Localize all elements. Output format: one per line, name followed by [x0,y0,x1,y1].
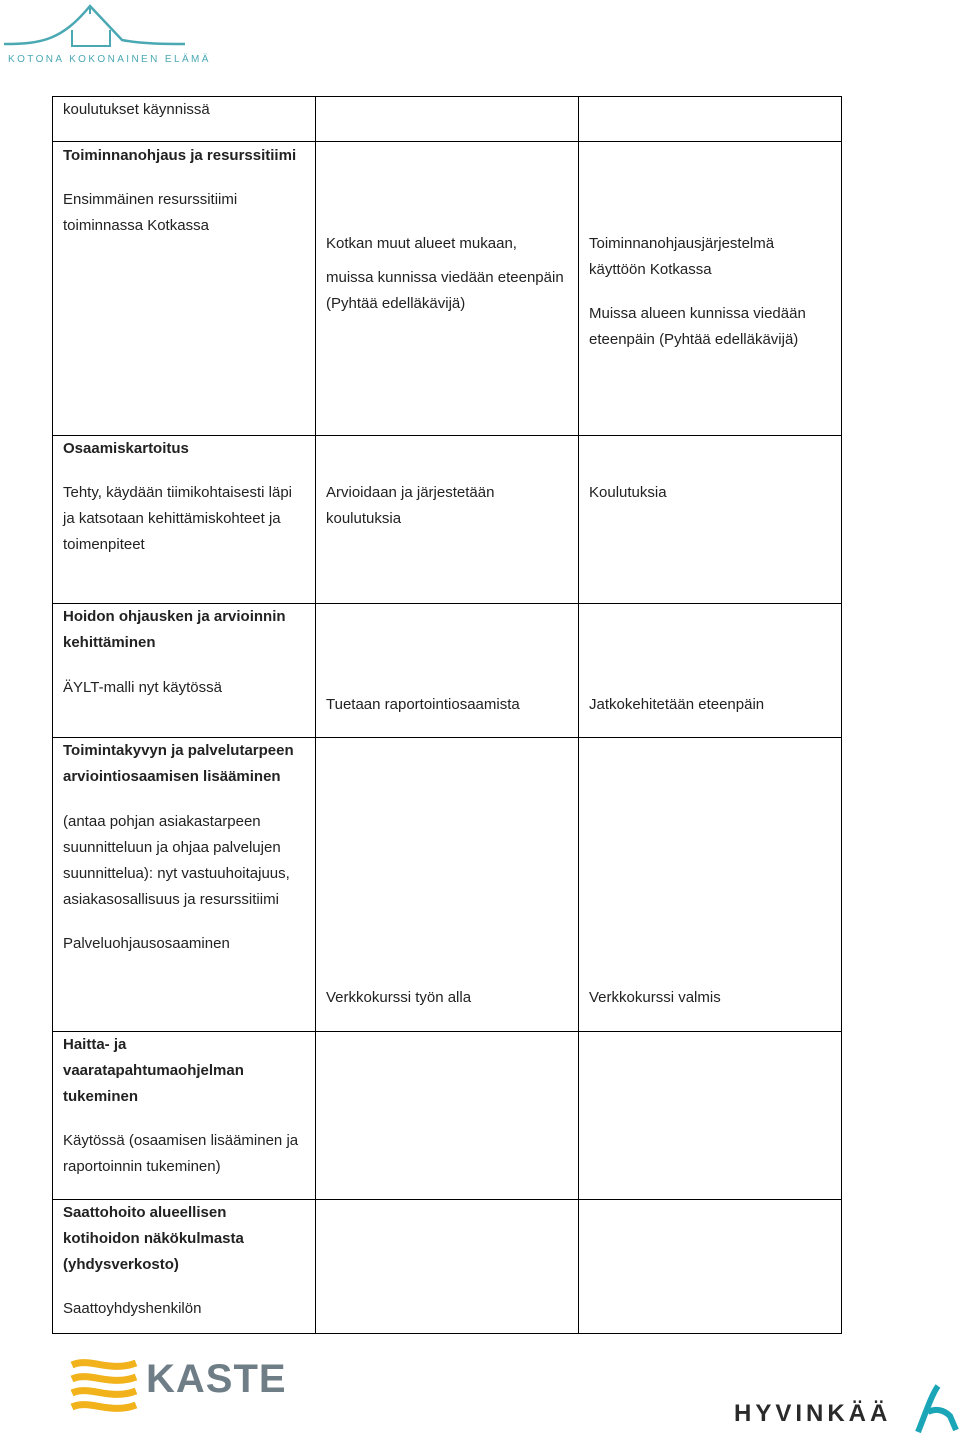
table-cell [53,1200,316,1334]
kaste-wordmark: KASTE [146,1357,287,1401]
cell-heading: Toimintakyvyn ja palvelutarpeen arviointiosaamisen lisääminen [63,742,294,785]
cell-text: Tuetaan raportointiosaamista [326,696,520,713]
table-cell [579,1032,842,1200]
table-cell [316,436,579,604]
hyvinkaa-logo [734,1382,960,1436]
table-cell [316,604,579,738]
kaste-waves-icon [70,1355,140,1421]
table-cell [579,604,842,738]
table-row [53,1200,842,1334]
cell-text: Tehty, käydään tiimikohtaisesti läpi ja katsotaan kehittämiskohteet ja toimenpiteet [63,484,292,553]
cell-text: Verkkokurssi valmis [589,989,721,1006]
cell-text: Palveluohjausosaaminen [63,935,230,952]
table-cell [579,97,842,142]
cell-heading: Haitta- ja vaaratapahtumaohjelman tukeminen [63,1036,244,1105]
cell-heading: Toiminnanohjaus ja resurssitiimi [63,147,297,164]
cell-text: Toiminnanohjausjärjestelmä käyttöön Kotkassa [589,235,775,278]
cell-text: koulutukset käynnissä [63,101,210,118]
table-row [53,1032,842,1200]
cell-heading: Osaamiskartoitus [63,440,189,457]
table-cell [53,97,316,142]
hyvinkaa-wordmark: HYVINKÄÄ [734,1400,892,1427]
cell-heading: Saattohoito alueellisen kotihoidon näkökulmasta (yhdysverkosto) [63,1204,244,1273]
table-cell [53,1032,316,1200]
table-cell [579,436,842,604]
table-cell [53,738,316,1032]
cell-text: muissa kunnissa viedään eteenpäin (Pyhtää edelläkävijä) [326,269,564,312]
table-row [53,436,842,604]
table-row [53,97,842,142]
table-cell [316,1032,579,1200]
table-row [53,738,842,1032]
cell-text: Verkkokurssi työn alla [326,989,472,1006]
cell-text: Arvioidaan ja järjestetään koulutuksia [326,484,495,527]
cell-text: Kotkan muut alueet mukaan, [326,235,517,252]
table-cell [579,1200,842,1334]
table-cell [316,738,579,1032]
cell-text: Ensimmäinen resurssitiimi toiminnassa Kotkassa [63,191,238,234]
table-cell [53,142,316,436]
cell-text: Muissa alueen kunnissa viedään eteenpäin (Pyhtää edelläkävijä) [589,305,806,348]
hyvinkaa-h-icon [914,1382,960,1436]
cell-text: Koulutuksia [589,484,667,501]
kaste-logo [70,1355,287,1425]
cell-text: ÄYLT-malli nyt käytössä [63,679,222,696]
progress-table [52,96,842,1334]
table-cell [316,142,579,436]
cell-text: Käytössä (osaamisen lisääminen ja raportoinnin tukeminen) [63,1132,299,1175]
table-row [53,604,842,738]
table-cell [316,97,579,142]
cell-text: (antaa pohjan asiakastarpeen suunnitteluun ja ohjaa palvelujen suunnittelua): nyt vastuuhoitajuus, asiakasosallisuus ja resurssitiimi [63,813,290,908]
table-cell [53,436,316,604]
table-cell [53,604,316,738]
cell-heading: Hoidon ohjausken ja arvioinnin kehittäminen [63,608,286,651]
cell-text: Jatkokehitetään eteenpäin [589,696,765,713]
house-roof-icon [2,0,187,55]
table-row [53,142,842,436]
cell-text: Saattoyhdyshenkilön [63,1300,202,1317]
table-cell [316,1200,579,1334]
kotona-logo [2,0,211,72]
table-cell [579,738,842,1032]
logo-tagline: KOTONA KOKONAINEN ELÄMÄ [8,54,211,65]
table-cell [579,142,842,436]
